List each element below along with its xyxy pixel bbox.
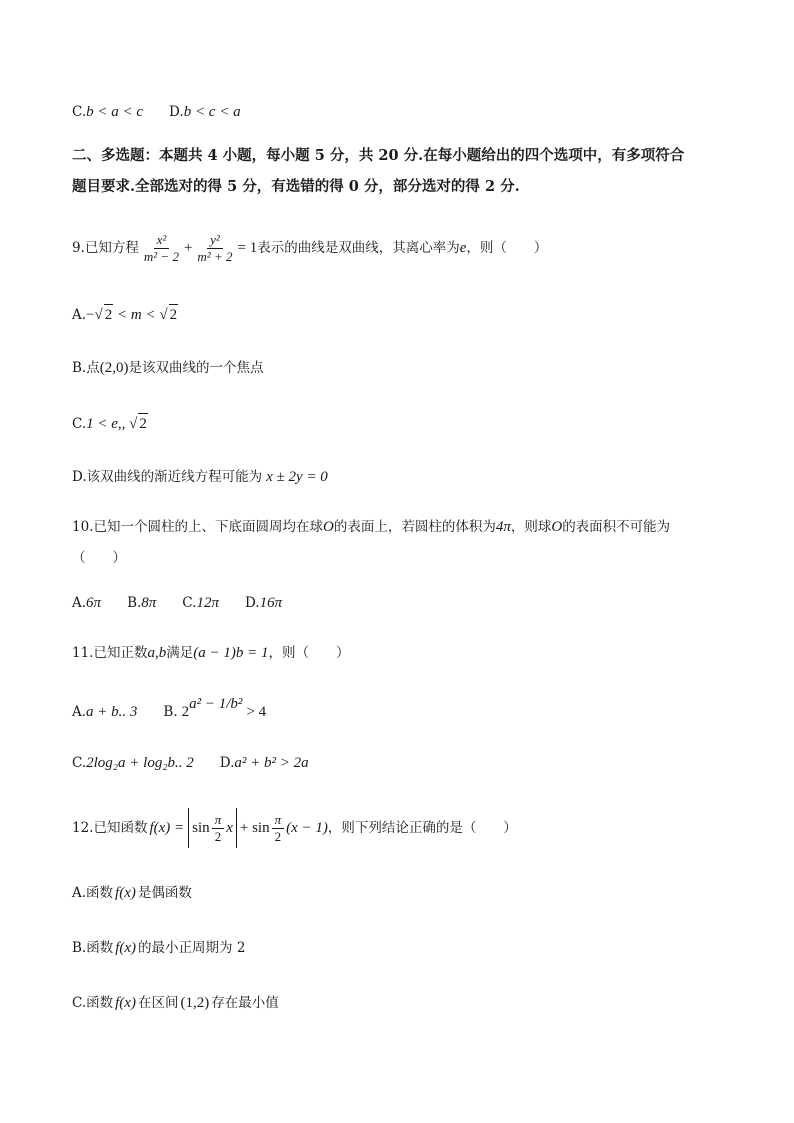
function-lhs: f(x) = — [149, 820, 185, 836]
absolute-value — [188, 808, 237, 848]
q12-stem-prefix: 12.已知函数 — [72, 820, 148, 836]
option-text: C.函数 — [72, 995, 114, 1011]
q11-stem-prefix: 11.已知正数 — [72, 645, 148, 661]
q10-stem-line2: （ ） — [72, 550, 126, 566]
q10-stem-part: 10.已知一个圆柱的上、下底面圆周均在球 — [72, 519, 323, 535]
option-expr: 16π — [259, 595, 283, 611]
fraction-denominator: m² + 2 — [197, 248, 233, 264]
fraction-denominator: m² − 2 — [143, 248, 179, 264]
q12-stem-suffix: ，则下列结论正确的是（ ） — [327, 820, 517, 836]
option-expr: a² + b² > 2a — [234, 755, 309, 771]
option-label: D.该双曲线的渐近线方程可能为 — [72, 469, 263, 485]
option-text: 是该双曲线的一个焦点 — [128, 360, 264, 376]
function-name: f(x) — [115, 995, 136, 1011]
radicand: 2 — [138, 413, 148, 434]
power-exponent: a² − 1/b² — [189, 696, 243, 712]
sin-function: sin — [192, 820, 210, 836]
option-label: C. — [182, 595, 197, 611]
q12-option-a — [72, 883, 192, 903]
q9-option-b — [72, 358, 263, 378]
q11-options-ab — [72, 698, 292, 726]
option-expr: 2log₂a + log₂b.. 2 — [86, 755, 194, 771]
q10-stem-part: 的表面上，若圆柱的体积为 — [333, 519, 496, 535]
option-label: D. — [169, 104, 184, 120]
q11-options-cd — [72, 753, 335, 773]
radicand: 2 — [104, 304, 114, 325]
option-text: A.函数 — [72, 885, 114, 901]
variables: a,b — [147, 645, 167, 661]
q8-option-c — [72, 102, 143, 122]
option-label: B.点 — [72, 360, 100, 376]
q11-option-a — [72, 702, 137, 722]
q9-option-d — [72, 467, 328, 487]
q10-option-d — [245, 593, 282, 613]
option-label: C. — [72, 755, 87, 771]
sphere-label: O — [551, 519, 563, 535]
option-text: 在区间 — [137, 995, 179, 1011]
q9-option-c — [72, 413, 148, 434]
option-label: C. — [72, 104, 87, 120]
function-name: f(x) — [115, 940, 137, 956]
plus-sin: + sin — [239, 820, 270, 836]
option-label: D. — [244, 595, 260, 611]
power-base: 2 — [181, 704, 190, 720]
q10-option-c — [182, 593, 219, 613]
q9-stem — [72, 228, 547, 268]
option-expr: 12π — [196, 595, 219, 611]
q11-option-b — [163, 696, 267, 722]
sin-argument: (x − 1) — [286, 820, 328, 836]
q10-option-a — [72, 593, 101, 613]
option-label: A. — [72, 704, 87, 720]
fraction-numerator: π — [272, 812, 285, 829]
q9-stem-suffix: ，则（ ） — [466, 240, 548, 256]
option-text: B.函数 — [72, 940, 114, 956]
q9-fraction-x — [141, 232, 182, 265]
option-expr: b < c < a — [183, 104, 241, 120]
q10-stem-part: ，则球 — [510, 519, 552, 535]
section-heading-line2: 题目要求.全部选对的得 5 分，有选错的得 0 分，部分选对的得 2 分. — [72, 178, 520, 195]
q12-option-b — [72, 938, 245, 958]
condition-expr: (a − 1)b = 1 — [193, 645, 269, 661]
option-expr: 1 < e,, — [86, 415, 130, 432]
q11-stem-mid: 满足 — [166, 645, 194, 661]
section-heading-line1: 二、多选题：本题共 4 小题，每小题 5 分，共 20 分.在每小题给出的四个选项中，有多项符合 — [72, 147, 685, 164]
q12-stem — [72, 806, 517, 850]
option-expr: b < a < c — [86, 104, 144, 120]
option-expr: x ± 2y = 0 — [266, 469, 328, 485]
sphere-label: O — [322, 519, 334, 535]
option-label: C. — [72, 415, 87, 432]
fraction-numerator: x² — [154, 232, 170, 249]
point-coordinates: (2,0) — [99, 360, 129, 376]
option-text: 是偶函数 — [137, 885, 192, 901]
option-text: 存在最小值 — [211, 995, 279, 1011]
minus-sign: − — [86, 306, 95, 323]
q10-stem-part: 的表面积不可能为 — [562, 519, 671, 535]
fraction-denominator: 2 — [214, 828, 222, 844]
fraction-numerator: π — [212, 812, 225, 829]
equals-one: = 1 — [237, 240, 258, 256]
q11-option-d — [220, 753, 309, 773]
q10-options — [72, 593, 308, 613]
option-label: A. — [72, 595, 87, 611]
option-expr: a + b.. 3 — [86, 704, 138, 720]
option-expr: > 4 — [246, 704, 267, 720]
plus-sign: + — [183, 240, 193, 256]
function-name: f(x) — [115, 885, 136, 901]
pi-over-two — [272, 812, 285, 845]
sqrt-symbol: √ — [129, 415, 138, 432]
option-label: B. — [163, 704, 178, 720]
fraction-numerator: y² — [207, 232, 223, 249]
option-label: A. — [72, 306, 87, 323]
q10-stem-line1 — [72, 517, 670, 537]
eccentricity-symbol: e — [459, 240, 467, 256]
option-expr: < m < — [113, 306, 160, 323]
sqrt-symbol: √ — [94, 306, 103, 323]
q10-option-b — [127, 593, 156, 613]
option-label: B. — [127, 595, 142, 611]
q11-option-c — [72, 753, 194, 773]
q8-options-cd — [72, 102, 267, 122]
q8-option-d — [169, 102, 241, 122]
option-label: D. — [219, 755, 235, 771]
option-text: 的最小正周期为 2 — [138, 940, 246, 956]
option-expr: 8π — [141, 595, 157, 611]
q9-stem-prefix: 9.已知方程 — [72, 240, 139, 256]
q9-option-a — [72, 304, 178, 325]
variable-x: x — [226, 820, 233, 836]
option-expr: 6π — [86, 595, 102, 611]
fraction-denominator: 2 — [274, 828, 282, 844]
q11-stem-suffix: ，则（ ） — [268, 645, 350, 661]
q9-fraction-y — [194, 232, 235, 265]
radicand: 2 — [169, 304, 179, 325]
q9-stem-mid: 表示的曲线是双曲线，其离心率为 — [257, 240, 460, 256]
q11-stem — [72, 643, 349, 663]
volume-value: 4π — [495, 519, 511, 535]
pi-over-two — [212, 812, 225, 845]
sqrt-symbol: √ — [159, 306, 168, 323]
q12-option-c — [72, 993, 279, 1013]
interval: (1,2) — [180, 995, 210, 1011]
